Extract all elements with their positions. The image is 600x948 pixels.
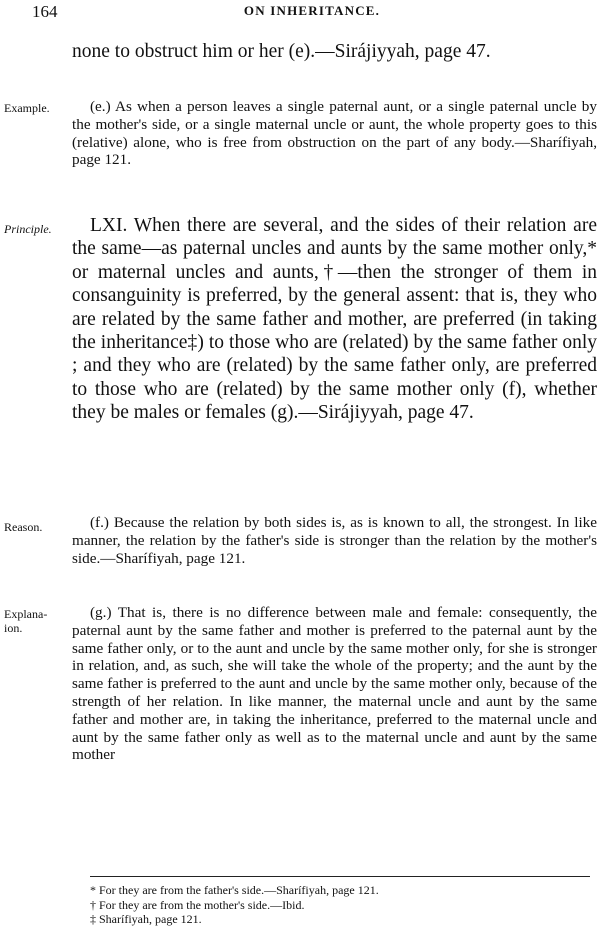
footnote-2: † For they are from the mother's side.—Ibid. xyxy=(90,897,305,912)
page-number: 164 xyxy=(32,2,58,21)
margin-label-example: Example. xyxy=(4,101,50,115)
reason-paragraph: (f.) Because the relation by both sides is, as is known to all, the strongest. In like manner, the relation by the father's side is stronger than the relation by the mother's side.—Sharífiyah, page 121. xyxy=(72,514,597,567)
margin-label-reason: Reason. xyxy=(4,520,43,534)
margin-label-explanation-line2: ion. xyxy=(4,621,23,635)
explanation-paragraph: (g.) That is, there is no difference between male and female: consequently, the paternal aunt by the same father and mother is preferred to the paternal aunt by the same father only, or to the aunt and uncle by the same mother only, for she is stronger in relation, and, as such, she will take the whole of the property; and the aunt by the same father is preferred to the aunt and uncle by the same mother only, because of the strength of her relation. In like manner, the maternal uncle and aunt by the same father and mother are, in taking the inheritance, preferred to the maternal uncle and aunt by the same father only as well as to the maternal uncle and aunt by the same mother xyxy=(72,604,597,764)
principle-paragraph: LXI. When there are several, and the sides of their relation are the same—as paternal uncles and aunts by the same mother only,* or maternal uncles and aunts,†—then the stronger of them in consanguinity is preferred, by the general assent: that is, they who are related by the same father and mother, are preferred (in taking the inheritance‡) to those who are (related) by the same father only ; and they who are (related) by the same father only, are preferred to those who are (related) by the same mother only (f), whether they be males or females (g).—Sirájiyyah, page 47. xyxy=(72,215,597,424)
footnote-3: ‡ Sharífiyah, page 121. xyxy=(90,912,202,927)
margin-label-principle: Principle. xyxy=(4,222,52,236)
footnote-divider xyxy=(90,876,590,877)
example-paragraph: (e.) As when a person leaves a single paternal aunt, or a single paternal uncle by the mother's side, or a single maternal uncle or aunt, the whole property goes to this (relative) alone, who is free from obstruction on the part of any body.—Sharífiyah, page 121. xyxy=(72,98,597,169)
margin-label-explanation-line1: Explana- xyxy=(4,607,48,621)
continuation-paragraph: none to obstruct him or her (e).—Sirájiyyah, page 47. xyxy=(72,41,491,62)
footnotes xyxy=(90,883,590,927)
margin-label-explanation xyxy=(4,607,66,635)
page-header xyxy=(32,2,592,24)
running-title: ON INHERITANCE. xyxy=(243,3,381,18)
footnote-1: * For they are from the father's side.—Sharífiyah, page 121. xyxy=(90,883,379,897)
